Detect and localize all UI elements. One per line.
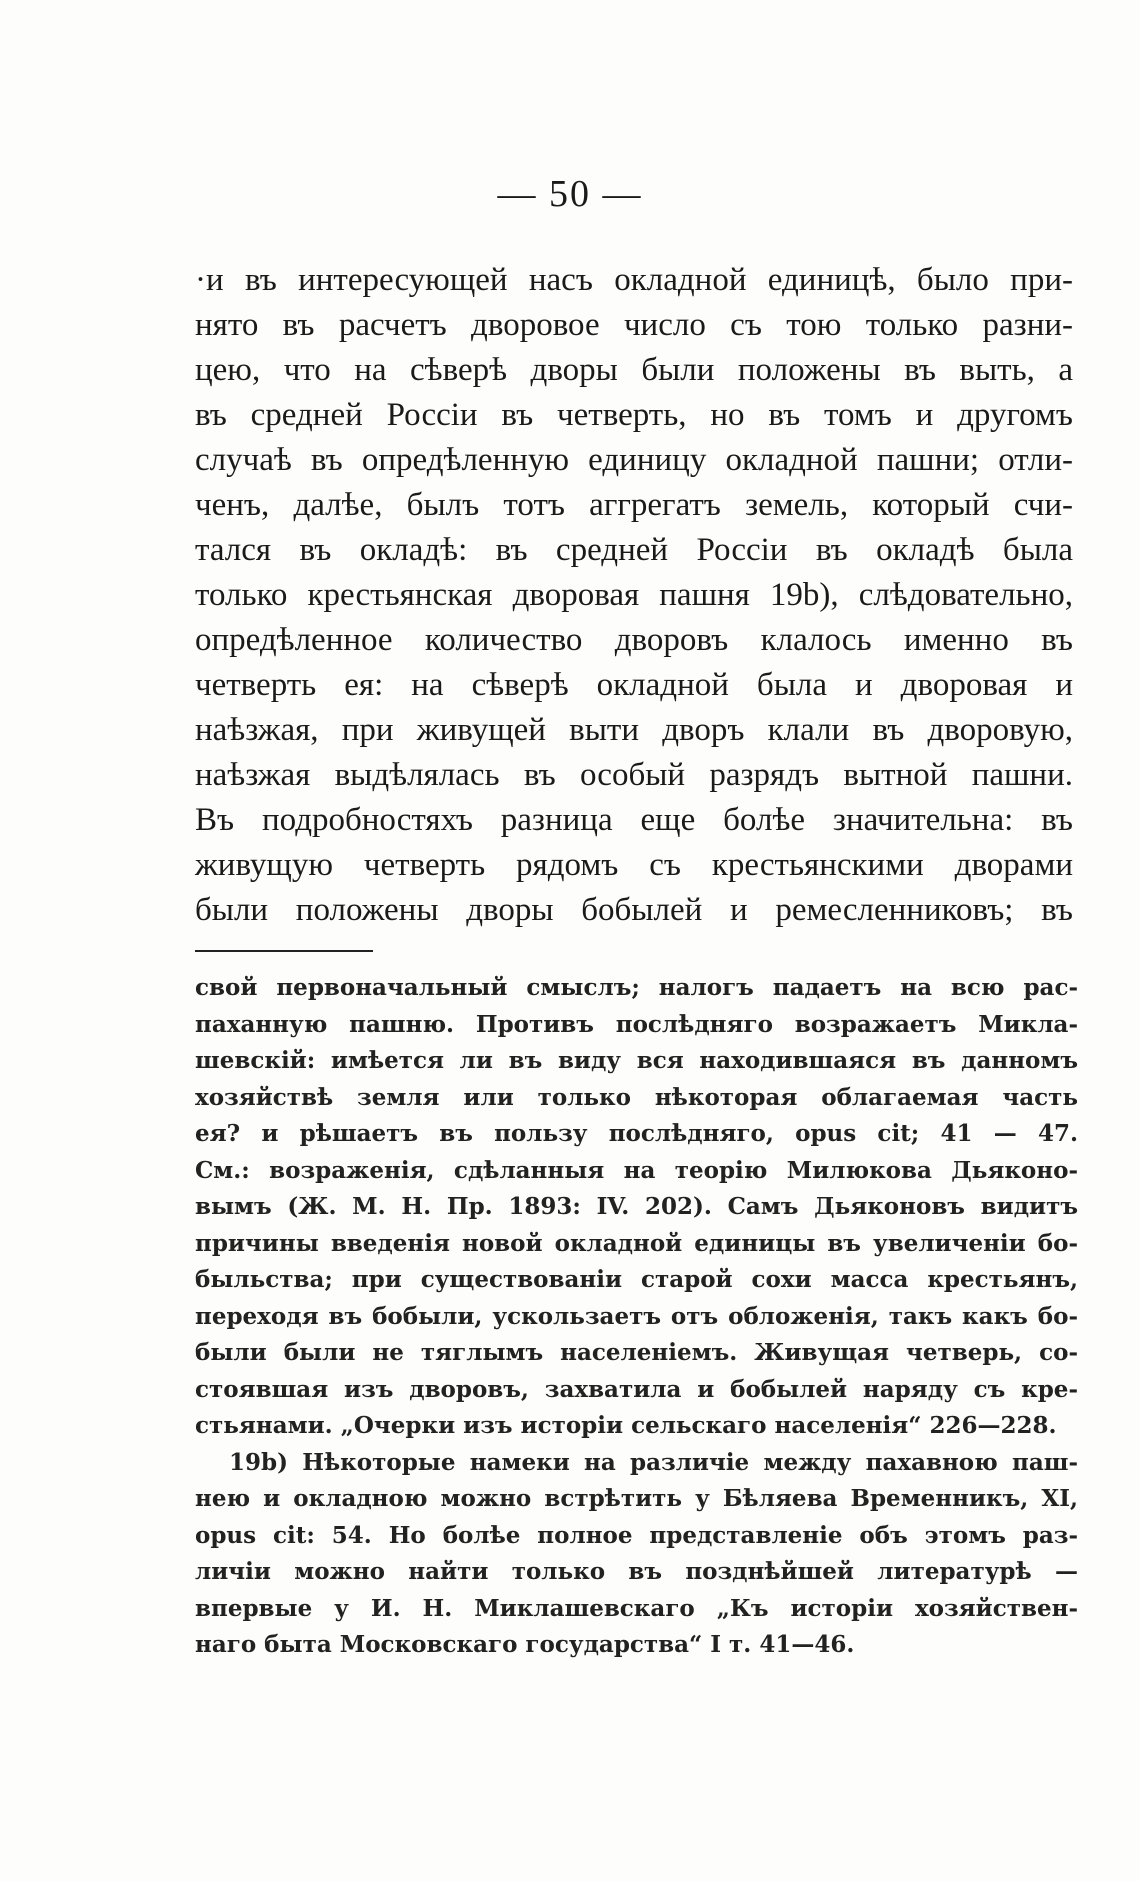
footnote-line: шевскій: имѣется ли въ виду вся находившаяся въ данномъ — [195, 1047, 1078, 1074]
text-line: случаѣ въ опредѣленную единицу окладной пашни; отли- — [195, 442, 1073, 478]
footnote-line: паханную пашню. Противъ послѣдняго возражаетъ Микла- — [195, 1010, 1078, 1038]
footnote-line: ея? и рѣшаетъ въ пользу послѣдняго, opus cit; 41 — 47. — [195, 1120, 1078, 1147]
footnote-line: нею и окладною можно встрѣтить у Бѣляева Временникъ, XI, — [195, 1485, 1078, 1512]
footnote-line: 19b) Нѣкоторые намеки на различіе между пахавною паш- — [229, 1448, 1078, 1476]
text-line: наѣзжая выдѣлялась въ особый разрядъ вытной пашни. — [195, 757, 1073, 793]
footnote-line: хозяйствѣ земля или только нѣкоторая облагаемая часть — [195, 1083, 1078, 1111]
text-line: ·и въ интересующей насъ окладной единицѣ, было при- — [195, 262, 1073, 298]
footnotes-block — [195, 970, 1078, 1664]
footnote-line: переходя въ бобыли, ускользаетъ отъ обложенія, такъ какъ бо- — [195, 1302, 1078, 1330]
text-line: только крестьянская дворовая пашня 19b), слѣдовательно, — [195, 577, 1073, 613]
footnote-line: были были не тяглымъ населеніемъ. Живущая четверь, со- — [195, 1339, 1078, 1366]
footnote-line: причины введенія новой окладной единицы въ увеличеніи бо- — [195, 1229, 1078, 1257]
text-line: живущую четверть рядомъ съ крестьянскими дворами — [195, 847, 1073, 883]
footnote-line: наго быта Московскаго государства“ I т. 41—46. — [195, 1631, 855, 1658]
footnote-line: впервые у И. Н. Миклашевскаго „Къ исторіи хозяйствен- — [195, 1594, 1078, 1622]
text-line: Въ подробностяхъ разница еще болѣе значительна: въ — [195, 802, 1073, 838]
footnote-line: стоявшая изъ дворовъ, захватила и бобылей наряду съ кре- — [195, 1375, 1078, 1403]
footnote-line: стьянами. „Очерки изъ исторіи сельскаго населенія“ 226—228. — [195, 1412, 1057, 1439]
text-line: опредѣленное количество дворовъ клалось именно въ — [195, 622, 1073, 658]
text-line: ченъ, далѣе, былъ тотъ аггрегатъ земель, который счи- — [195, 487, 1073, 523]
footnote-line: вымъ (Ж. М. Н. Пр. 1893: IV. 202). Самъ Дьяконовъ видитъ — [195, 1193, 1078, 1220]
text-line: цею, что на сѣверѣ дворы были положены въ выть, а — [195, 352, 1073, 388]
footnote-divider — [195, 950, 373, 952]
text-line: были положены дворы бобылей и ремесленниковъ; въ — [195, 892, 1073, 928]
footnote-line: быльства; при существованіи старой сохи масса крестьянъ, — [195, 1266, 1078, 1293]
text-line: нято въ расчетъ дворовое число съ тою только разни- — [195, 307, 1073, 343]
main-text-body — [195, 258, 1073, 933]
footnote-line: личіи можно найти только въ позднѣйшей литературѣ — — [195, 1558, 1078, 1585]
footnote-line: opus cit: 54. Но болѣе полное представленіе объ этомъ раз- — [195, 1521, 1078, 1549]
page-number: — 50 — — [497, 173, 643, 215]
text-line: наѣзжая, при живущей выти дворъ клали въ дворовую, — [195, 712, 1073, 748]
text-line: четверть ея: на сѣверѣ окладной была и дворовая и — [195, 667, 1073, 703]
text-line: въ средней Россіи въ четверть, но въ томъ и другомъ — [195, 397, 1073, 433]
text-line: тался въ окладѣ: въ средней Россіи въ окладѣ была — [195, 532, 1073, 568]
footnote-line: См.: возраженія, сдѣланныя на теорію Милюкова Дьяконо- — [195, 1156, 1078, 1184]
footnote-line: свой первоначальный смыслъ; налогъ падаетъ на всю рас- — [195, 974, 1078, 1001]
